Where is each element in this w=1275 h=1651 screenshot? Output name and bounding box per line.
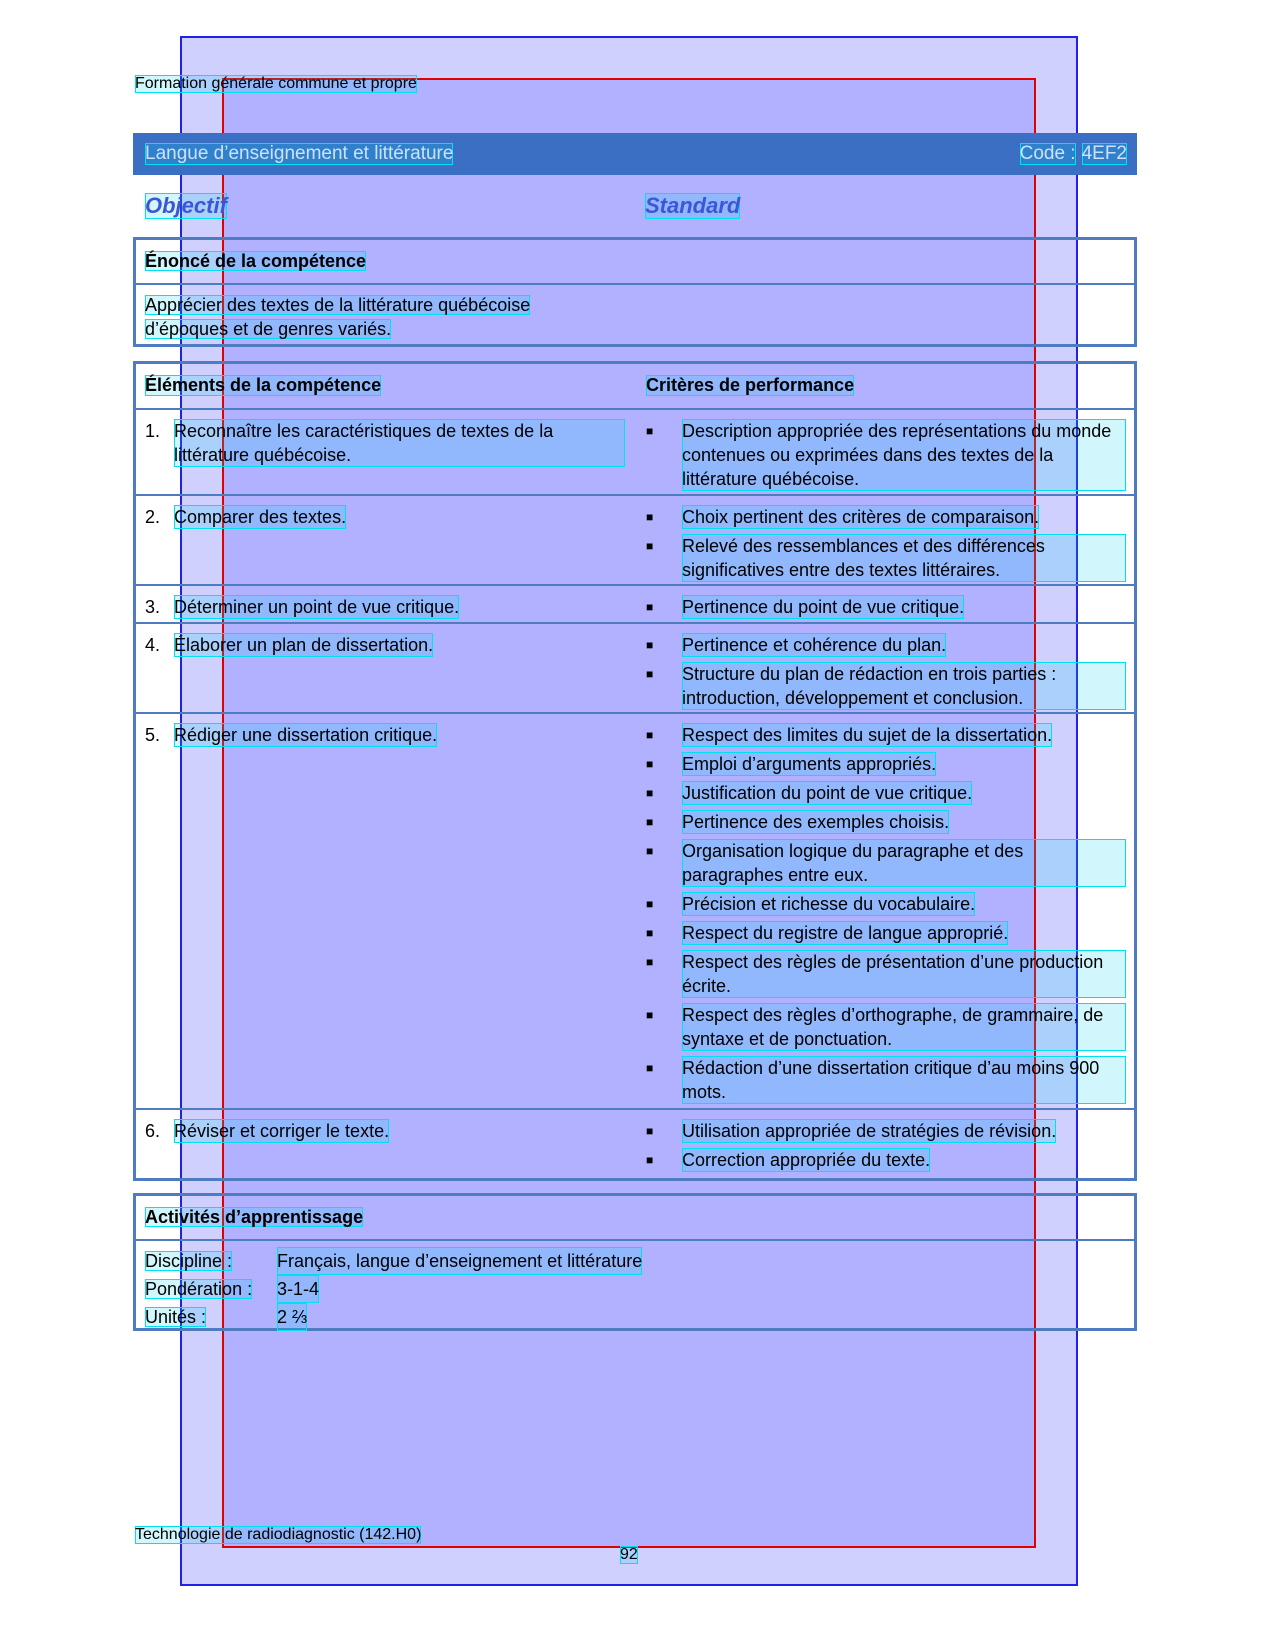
criterion-item xyxy=(646,752,1126,776)
statement-line: d’époques et de genres variés. xyxy=(145,319,392,339)
element-row xyxy=(136,1110,1134,1178)
bullet-icon: ■ xyxy=(646,786,654,800)
elements-heading: Éléments de la compétence xyxy=(145,375,382,395)
course-code: 4EF2 xyxy=(1081,143,1127,164)
learning-activities-heading-text: Activités d’apprentissage xyxy=(145,1207,364,1227)
criterion-item xyxy=(646,1119,1126,1143)
element-row xyxy=(136,624,1134,714)
bullet-icon: ■ xyxy=(646,728,654,742)
elements-rows xyxy=(136,410,1134,1178)
element-cell xyxy=(145,723,625,747)
course-code-group xyxy=(1020,143,1127,165)
objective-standard-row xyxy=(145,193,1125,219)
element-number: 4. xyxy=(145,635,161,655)
footer-program: Technologie de radiodiagnostic (142.H0) xyxy=(135,1526,422,1543)
criterion-text: Respect du registre de langue approprié. xyxy=(682,923,1009,943)
criterion-text: Précision et richesse du vocabulaire. xyxy=(682,894,976,914)
bullet-icon: ■ xyxy=(646,539,654,553)
criterion-text: Pertinence et cohérence du plan. xyxy=(682,635,947,655)
criterion-item xyxy=(646,723,1126,747)
criterion-item xyxy=(646,892,1126,916)
bullet-icon: ■ xyxy=(646,667,654,681)
bullet-icon: ■ xyxy=(646,638,654,652)
criteria-cell xyxy=(646,1119,1126,1177)
element-text: Déterminer un point de vue critique. xyxy=(174,597,460,617)
page-number: 92 xyxy=(620,1546,638,1563)
criterion-text: Respect des règles d’orthographe, de grammaire, de syntaxe et de ponctuation. xyxy=(682,1003,1126,1051)
discipline-value: Français, langue d’enseignement et littérature xyxy=(277,1247,642,1275)
element-text: Comparer des textes. xyxy=(174,507,347,527)
element-number: 6. xyxy=(145,1121,161,1141)
section-header: Formation générale commune et propre xyxy=(135,75,417,92)
learning-activities-heading xyxy=(136,1196,1134,1241)
statement-line: Apprécier des textes de la littérature québécoise xyxy=(145,295,531,315)
criterion-item xyxy=(646,534,1126,582)
criterion-item xyxy=(646,419,1126,491)
element-text: Rédiger une dissertation critique. xyxy=(174,725,438,745)
element-row xyxy=(136,714,1134,1110)
element-cell xyxy=(145,419,625,467)
element-text: Reconnaître les caractéristiques de textes de la littérature québécoise. xyxy=(174,419,625,467)
unites-row xyxy=(145,1303,1125,1331)
criterion-text: Description appropriée des représentations du monde contenues ou exprimées dans des textes de la littérature québécoise. xyxy=(682,419,1126,491)
criterion-text: Pertinence du point de vue critique. xyxy=(682,597,965,617)
bullet-icon: ■ xyxy=(646,1008,654,1022)
element-text: Réviser et corriger le texte. xyxy=(174,1121,390,1141)
criterion-text: Correction appropriée du texte. xyxy=(682,1150,931,1170)
element-cell xyxy=(145,505,625,529)
criteria-cell xyxy=(646,505,1126,587)
element-number: 1. xyxy=(145,421,161,441)
criterion-text: Pertinence des exemples choisis. xyxy=(682,812,950,832)
criteria-cell xyxy=(646,595,1126,624)
unites-label: Unités : xyxy=(145,1307,207,1327)
bullet-icon: ■ xyxy=(646,510,654,524)
criterion-item xyxy=(646,781,1126,805)
learning-activities-box xyxy=(133,1193,1137,1331)
criterion-item xyxy=(646,505,1126,529)
criterion-item xyxy=(646,1148,1126,1172)
bullet-icon: ■ xyxy=(646,897,654,911)
bullet-icon: ■ xyxy=(646,424,654,438)
bullet-icon: ■ xyxy=(646,757,654,771)
competency-statement-box xyxy=(133,237,1137,347)
criteria-cell xyxy=(646,723,1126,1109)
element-number: 2. xyxy=(145,507,161,527)
competency-elements-table xyxy=(133,361,1137,1181)
element-cell xyxy=(145,633,625,657)
criterion-text: Rédaction d’une dissertation critique d’au moins 900 mots. xyxy=(682,1056,1126,1104)
bullet-icon: ■ xyxy=(646,1153,654,1167)
criterion-text: Choix pertinent des critères de comparaison. xyxy=(682,507,1040,527)
criterion-item xyxy=(646,950,1126,998)
course-code-label: Code : xyxy=(1019,143,1076,164)
element-row xyxy=(136,496,1134,586)
competency-statement-text xyxy=(136,285,1134,349)
bullet-icon: ■ xyxy=(646,1124,654,1138)
ponderation-value: 3-1-4 xyxy=(277,1275,319,1303)
standard-label: Standard xyxy=(645,193,741,218)
element-number: 3. xyxy=(145,597,161,617)
criteria-cell xyxy=(646,633,1126,715)
course-title: Langue d’enseignement et littérature xyxy=(145,143,454,164)
element-row xyxy=(136,586,1134,624)
criterion-item xyxy=(646,1056,1126,1104)
criterion-item xyxy=(646,662,1126,710)
criterion-text: Utilisation appropriée de stratégies de révision. xyxy=(682,1121,1057,1141)
ponderation-label: Pondération : xyxy=(145,1279,253,1299)
criterion-text: Relevé des ressemblances et des différences significatives entre des textes littéraires. xyxy=(682,534,1126,582)
element-cell xyxy=(145,595,625,619)
ponderation-row xyxy=(145,1275,1125,1303)
criterion-item xyxy=(646,810,1126,834)
course-title-bar xyxy=(133,133,1137,175)
criterion-item xyxy=(646,633,1126,657)
elements-table-header xyxy=(136,364,1134,410)
element-cell xyxy=(145,1119,625,1143)
bullet-icon: ■ xyxy=(646,1061,654,1075)
discipline-row xyxy=(145,1247,1125,1275)
criteria-cell xyxy=(646,419,1126,496)
element-number: 5. xyxy=(145,725,161,745)
criterion-text: Organisation logique du paragraphe et des paragraphes entre eux. xyxy=(682,839,1126,887)
criterion-item xyxy=(646,921,1126,945)
criterion-item xyxy=(646,595,1126,619)
element-text: Élaborer un plan de dissertation. xyxy=(174,635,434,655)
criterion-item xyxy=(646,839,1126,887)
objective-label: Objectif xyxy=(145,193,227,218)
bullet-icon: ■ xyxy=(646,600,654,614)
criterion-text: Emploi d’arguments appropriés. xyxy=(682,754,937,774)
element-row xyxy=(136,410,1134,496)
criterion-text: Justification du point de vue critique. xyxy=(682,783,973,803)
competency-statement-heading xyxy=(136,240,1134,285)
criterion-text: Structure du plan de rédaction en trois parties : introduction, développement et conclusion. xyxy=(682,662,1126,710)
unites-value: 2 ⅔ xyxy=(277,1303,307,1331)
criterion-text: Respect des limites du sujet de la dissertation. xyxy=(682,725,1053,745)
criterion-item xyxy=(646,1003,1126,1051)
criteria-heading: Critères de performance xyxy=(646,375,855,395)
bullet-icon: ■ xyxy=(646,926,654,940)
bullet-icon: ■ xyxy=(646,844,654,858)
competency-statement-heading-text: Énoncé de la compétence xyxy=(145,251,367,271)
learning-activities-body xyxy=(136,1241,1134,1337)
discipline-label: Discipline : xyxy=(145,1251,233,1271)
bullet-icon: ■ xyxy=(646,955,654,969)
bullet-icon: ■ xyxy=(646,815,654,829)
criterion-text: Respect des règles de présentation d’une production écrite. xyxy=(682,950,1126,998)
